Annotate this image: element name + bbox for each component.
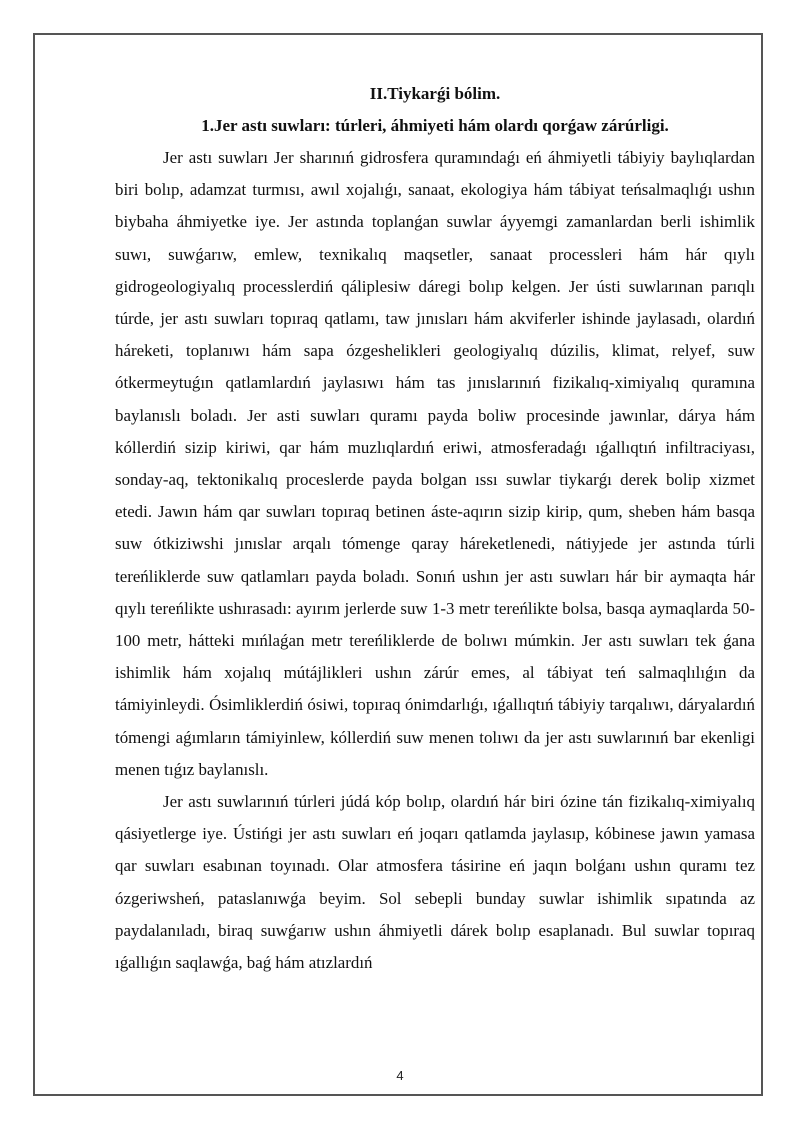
section-title: II.Tiykarǵi bólim. xyxy=(369,84,501,103)
paragraph-1: Jer astı suwları Jer sharınıń gidrosfera quramındaǵı eń áhmiyetli tábiyiy baylıqlardan biri bolıp, adamzat turmısı, awıl xojalıǵı, sanaat, ekologiya hám tábiyat teńsalmaqlıǵı ushın biybaha áhmiyetke iye. Jer astında toplanǵan suwlar áyyemgi zamanlardan berli ishimlik suwı, suwǵarıw, emlew, texnikalıq maqsetler, sanaat processleri hám hár qıylı gidrogeologiyalıq processlerdiń qáliplesiw dáregi bolıp kelgen. Jer ústi suwlarınan parıqlı túrde, jer astı suwları topıraq qatlamı, taw jınısları hám akviferler ishinde jaylasadı, olardıń háreketi, toplanıwı hám sapa ózgeshelikleri geologiyalıq dúzilis, klimat, relyef, suw ótkermeytuǵın qatlamlardıń jaylasıwı hám tas jınıslarınıń fizikalıq-ximiyalıq quramına baylanıslı boladı. Jer asti suwları quramı payda boliw procesinde jawınlar, dárya hám kóllerdiń sizip kiriwi, qar hám muzlıqlardıń eriwi, atmosferadaǵı ıǵallıqtıń infiltraciyası, sonday-aq, tektonikalıq proceslerde payda bolgan ıssı suwlar tiykarǵı derek bolip xizmet etedi. Jawın hám qar suwları topıraq betinen áste-aqırın sizip kirip, qum, sheben hám basqa suw ótkiziwshi jınıslar arqalı tómenge qaray háreketlenedi, nátiyjede jer astında túrli tereńliklerde suw qatlamları payda boladı. Sonıń ushın jer astı suwları hár bir aymaqta hár qıylı tereńlikte ushırasadı: ayırım jerlerde suw 1-3 metr tereńlikte bolsa, basqa aymaqlarda 50-100 metr, hátteki mıńlaǵan metr tereńliklerde de bolıwı múmkin. Jer astı suwları tek ǵana ishimlik hám xojalıq mútájlikleri ushın zárúr emes, al tábiyat teń salmaqlılıǵın da támiyinleydi. Ósimliklerdiń ósiwi, topıraq ónimdarlıǵı, ıǵallıqtıń tábiyiy tarqalıwı, dáryalardıń tómengi aǵımların támiyinlew, kóllerdiń suw menen tolıwı da jer astı suwlarınıń bar ekenligi menen tıǵız baylanıslı. xyxy=(115,148,755,779)
paragraph-2: Jer astı suwlarınıń túrleri júdá kóp bolıp, olardıń hár biri ózine tán fizikalıq-ximiyalıq qásiyetlerge iye. Ústińgi jer astı suwları eń joqarı qatlamda jaylasıp, kóbinese jawın yamasa qar suwları esabınan toyınadı. Olar atmosfera tásirine eń jaqın bolǵanı ushın quramı tez ózgeriwsheń, pataslanıwǵa beyim. Sol sebepli bunday suwlar ishimlik sıpatında az paydalanıladı, biraq suwǵarıw ushın áhmiyetli dárek bolıp esaplanadı. Bul suwlar topıraq ıǵallıǵın saqlawǵa, baǵ hám atızlardıń xyxy=(115,792,755,973)
document-body xyxy=(115,78,755,979)
page-number: 4 xyxy=(396,1068,404,1083)
subsection-title: 1.Jer astı suwları: túrleri, áhmiyeti hám olardı qorǵaw zárúrligi. xyxy=(201,116,669,135)
